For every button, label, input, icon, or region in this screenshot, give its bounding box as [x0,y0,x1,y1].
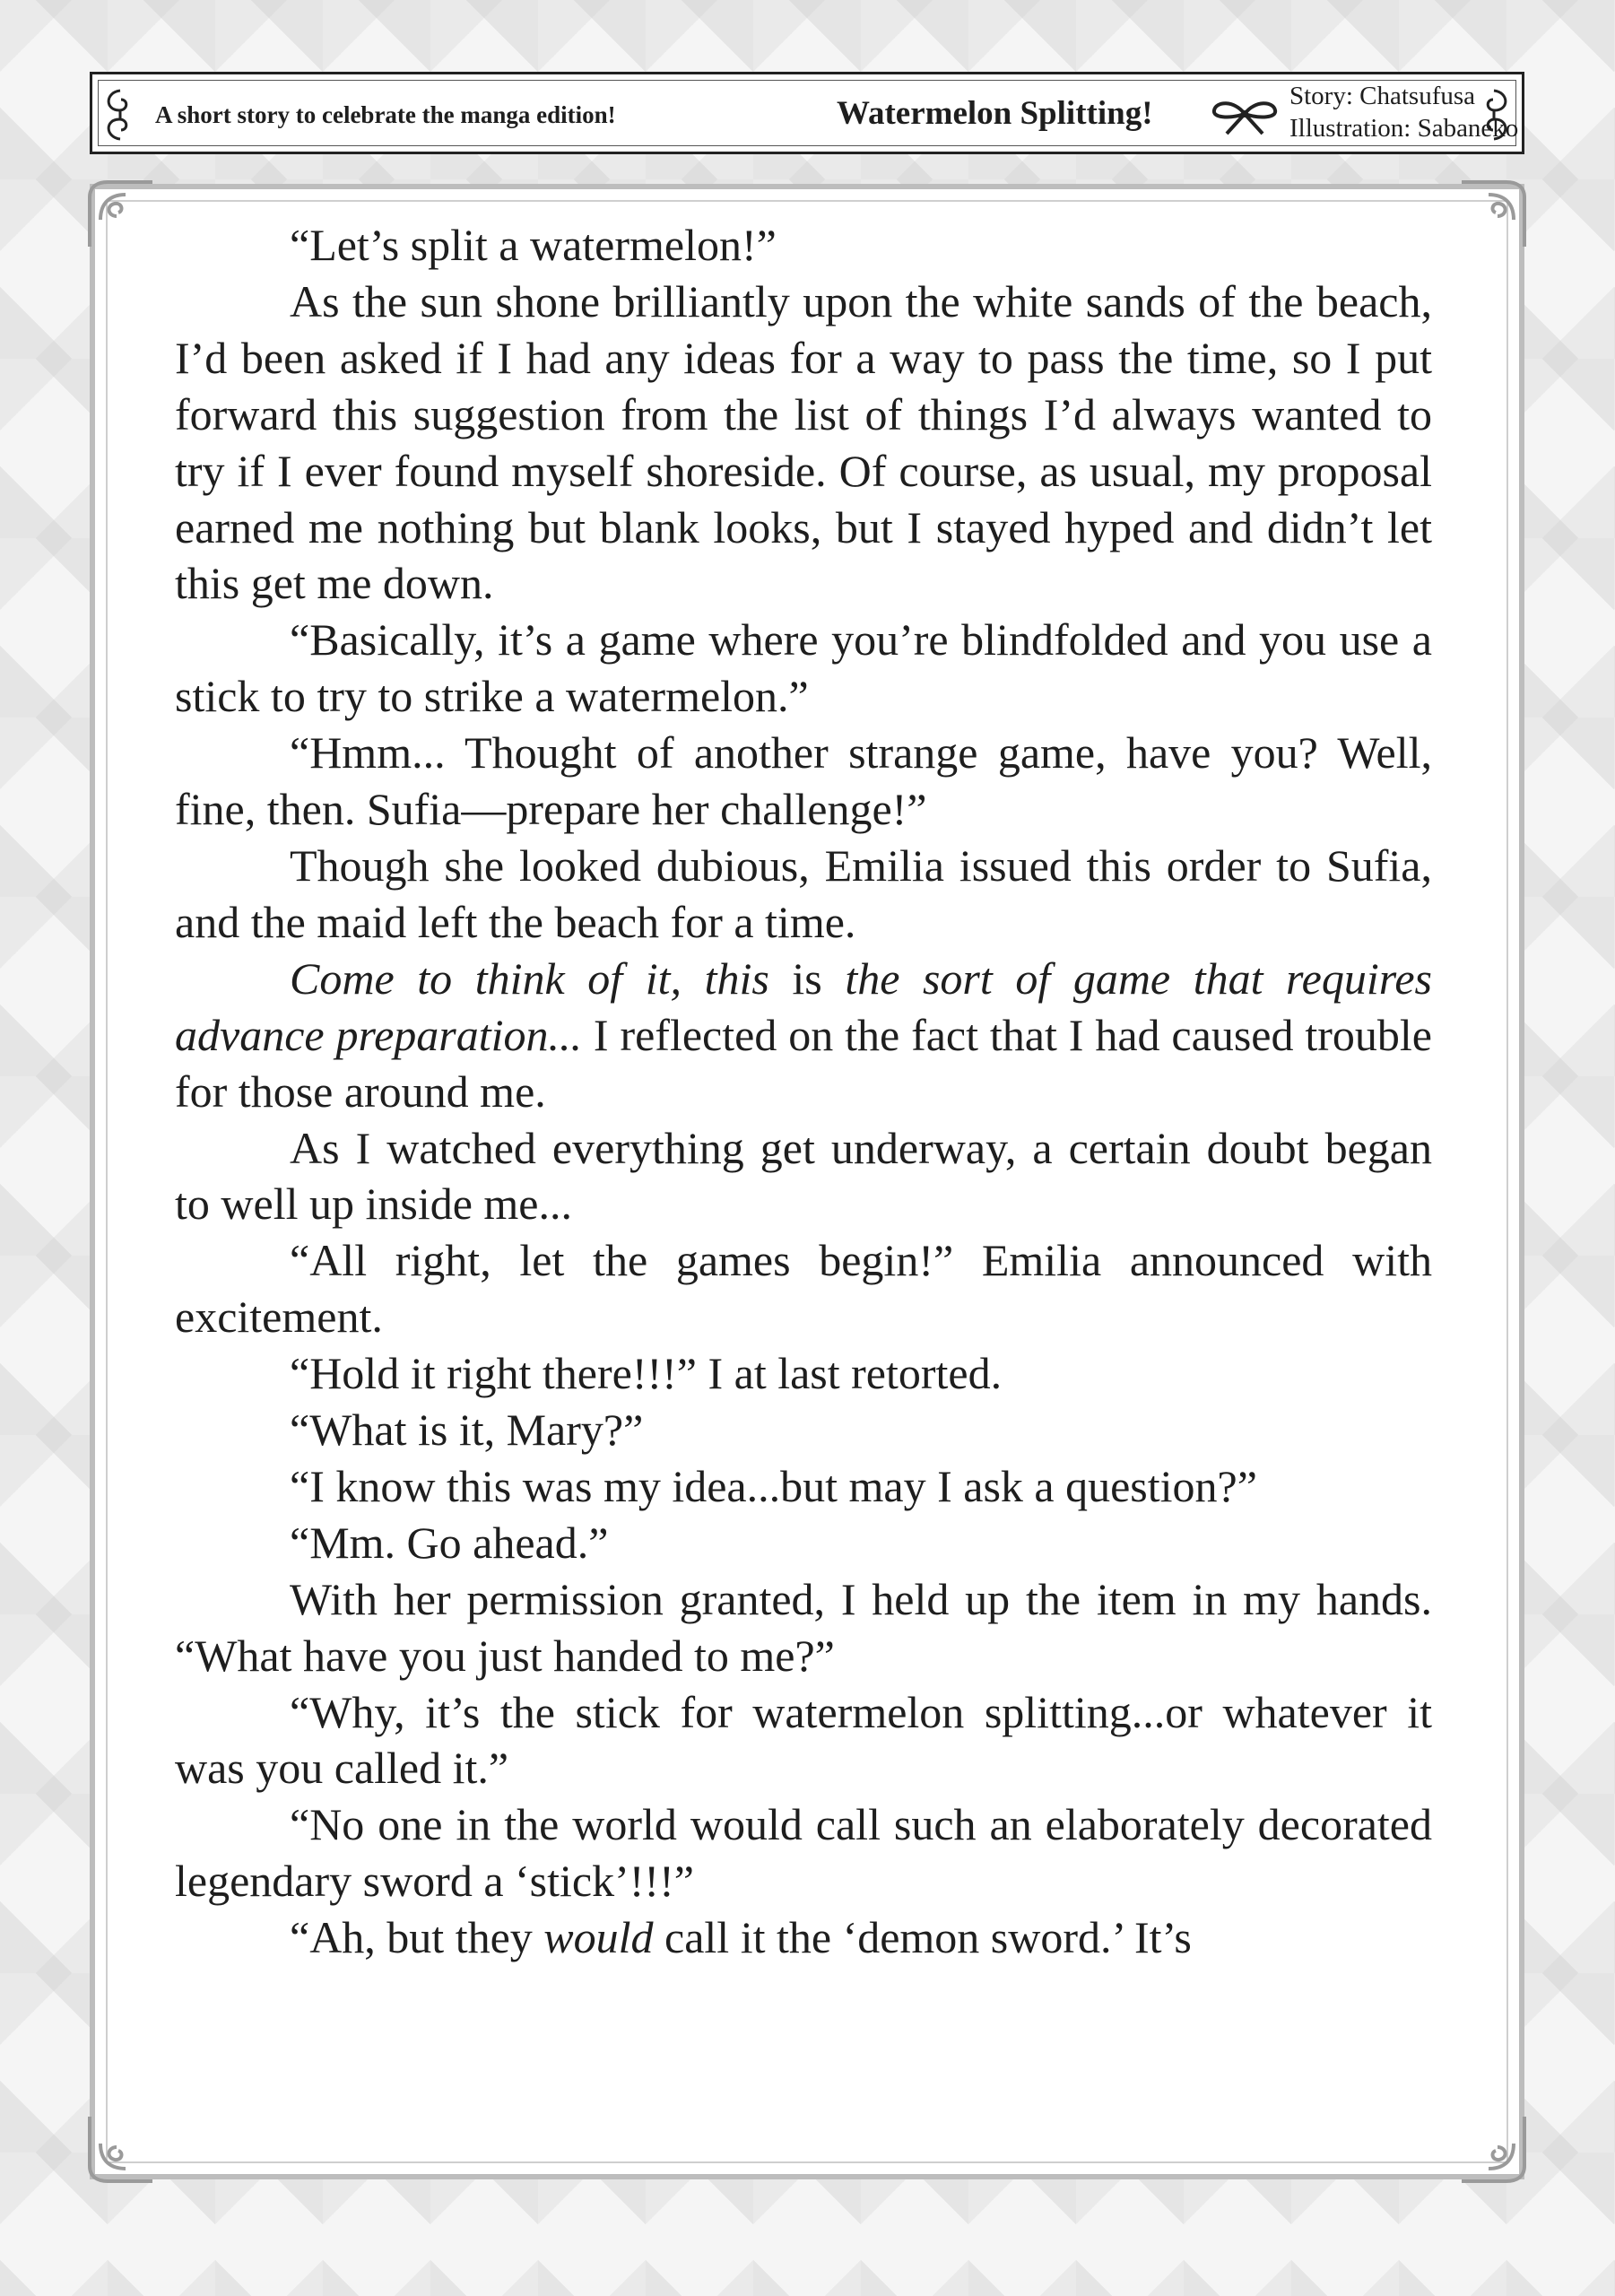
paragraph: With her permission granted, I held up the item in my hands. “What have you just handed to me?” [175,1573,1432,1681]
paragraph: “What is it, Mary?” [290,1405,644,1456]
italic-text: the sort of game that requires advance preparation... [175,952,1432,1060]
italic-text: would [543,1912,654,1963]
paragraph: “Why, it’s the stick for watermelon splitting...or whatever it was you called it.” [175,1686,1432,1794]
story-title: Watermelon Splitting! [837,95,1153,132]
ribbon-bow-icon [1209,92,1281,137]
italic-text: Come to think of it, this [290,952,769,1004]
corner-flourish-icon [1453,175,1533,256]
credits [1289,80,1518,144]
plain-text: I reflected on the fact that I had caused trouble for those around me. [175,1009,1432,1117]
header-intro: A short story to celebrate the manga edition! [155,101,616,128]
paragraph: As the sun shone brilliantly upon the white sands of the beach, I’d been asked if I had any ideas for a way to pass the time, so I put forward this suggestion from the list of things I’d always wanted to try if I ever found myself shoreside. Of course, as usual, my proposal earned me nothing but blank looks, but I stayed hyped and didn’t let this get me down. [175,275,1432,609]
corner-flourish-icon [81,175,161,256]
paragraph: “I know this was my idea...but may I ask a question?” [290,1460,1257,1511]
plain-text: “Ah, but they [290,1912,544,1963]
plain-text: call it the ‘demon sword.’ It’s [653,1912,1192,1963]
paragraph: As I watched everything get underway, a certain doubt began to well up inside me... [175,1122,1432,1230]
paragraph: Though she looked dubious, Emilia issued this order to Sufia, and the maid left the beach for a time. [175,839,1432,947]
corner-flourish-icon [81,2108,161,2188]
story-credit: Story: Chatsufusa [1289,82,1476,110]
corner-flourish-icon [1453,2108,1533,2188]
paragraph: “No one in the world would call such an elaborately decorated legendary sword a ‘stick’!!!” [175,1799,1432,1907]
story-body [175,217,1432,1966]
header-banner [90,72,1524,154]
paragraph: “Hold it right there!!!” I at last retorted. [290,1348,1003,1399]
paragraph [175,1909,1432,1966]
paragraph [175,951,1432,1120]
illustration-credit: Illustration: Sabaneko [1289,114,1519,143]
paragraph: “Let’s split a watermelon!” [290,220,777,270]
paragraph: “Hmm... Thought of another strange game, have you? Well, fine, then. Sufia—prepare her challenge!” [175,727,1432,835]
paragraph: “Mm. Go ahead.” [290,1517,609,1568]
paragraph: “Basically, it’s a game where you’re blindfolded and you use a stick to try to strike a watermelon.” [175,614,1432,722]
paragraph: “All right, let the games begin!” Emilia announced with excitement. [175,1235,1432,1343]
scroll-curl-icon [98,83,143,146]
plain-text: is [768,952,846,1004]
